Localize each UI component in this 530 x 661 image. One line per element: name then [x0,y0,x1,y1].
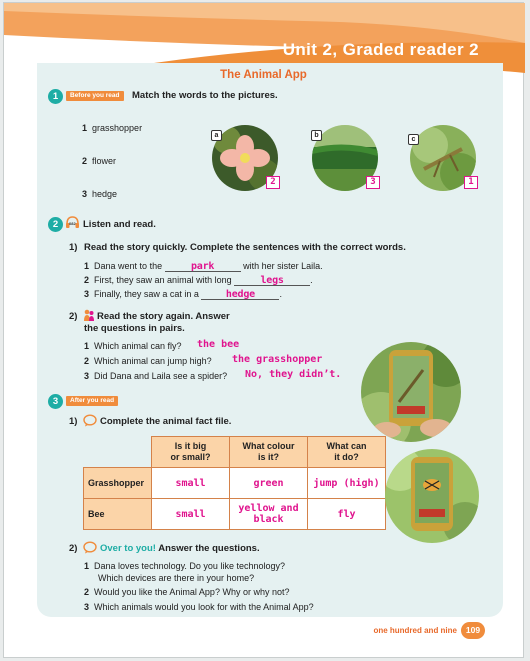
fact-file-table [83,436,386,530]
question-item: 1 Which animal can fly? [84,341,182,351]
question-item: 2 Would you like the Animal App? Why or why not? [84,587,290,597]
picture-answer: 1 [464,176,478,189]
word-item: 1 grasshopper [82,123,143,133]
sentence-answer: park [190,261,215,272]
table-cell: small [152,499,230,530]
question-item: 1 Dana loves technology. Do you like technology? [84,561,285,571]
table-row [84,468,386,499]
picture-answer: 2 [266,176,280,189]
page-number-words: one hundred and nine [373,626,457,635]
table-header: What colour is it? [230,437,308,468]
section-number-2: 2 [48,217,63,232]
part-instruction: Over to you! Answer the questions. [100,543,260,554]
table-cell: jump (high) [308,468,386,499]
sentence-answer: hedge [225,289,255,300]
question-answer: No, they didn’t. [245,369,342,380]
table-header: What can it do? [308,437,386,468]
part-instruction: Read the story quickly. Complete the sentences with the correct words. [84,242,406,253]
before-you-read-tag: Before you read [66,91,124,101]
section-number-3: 3 [48,394,63,409]
table-cell: fly [308,499,386,530]
speech-bubble-icon [83,541,97,554]
table-cell: yellow and black [230,499,308,530]
question-item-cont: Which devices are there in your home? [98,573,255,583]
row-header: Bee [84,499,152,530]
part-label: 2) [69,311,78,322]
question-item: 3 Which animals would you look for with the Animal App? [84,602,314,612]
picture-label: b [311,130,322,141]
question-item: 3 Did Dana and Laila see a spider? [84,371,228,381]
after-you-read-tag: After you read [66,396,118,406]
part-instruction: Complete the animal fact file. [100,416,232,427]
picture-label: a [211,130,222,141]
question-answer: the grasshopper [232,354,323,365]
page [3,2,524,658]
sentence-answer: legs [260,275,284,286]
phone-photo [385,449,479,543]
page-number: 109 [461,622,485,639]
table-corner [84,437,152,468]
question-item: 2 Which animal can jump high? [84,356,212,366]
part-label: 1) [69,242,78,253]
picture-label: c [408,134,419,145]
word-item: 2 flower [82,156,117,166]
part-label: 1) [69,416,78,427]
question-answer: the bee [197,339,240,350]
pair-work-icon [83,309,95,322]
table-row [84,499,386,530]
picture-answer: 3 [366,176,380,189]
sentence-item: 2 First, they saw an animal with long legs . [84,275,313,286]
row-header: Grasshopper [84,468,152,499]
table-cell: green [230,468,308,499]
audio-track-number: 082 [69,221,76,226]
phone-photo [361,342,461,442]
unit-title: Unit 2, Graded reader 2 [282,40,479,59]
table-header: Is it big or small? [152,437,230,468]
section1-instruction: Match the words to the pictures. [132,90,278,101]
part-instruction-cont: the questions in pairs. [84,323,185,334]
word-item: 3 hedge [82,189,118,199]
table-cell: small [152,468,230,499]
speech-bubble-icon [83,414,97,427]
sentence-item: 3 Finally, they saw a cat in a hedge . [84,289,282,300]
part-instruction: Read the story again. Answer [97,311,230,322]
section2-instruction: Listen and read. [83,219,156,230]
part-label: 2) [69,543,78,554]
story-title: The Animal App [220,69,307,81]
sentence-item: 1 Dana went to the park with her sister Laila. [84,261,323,272]
section-number-1: 1 [48,89,63,104]
